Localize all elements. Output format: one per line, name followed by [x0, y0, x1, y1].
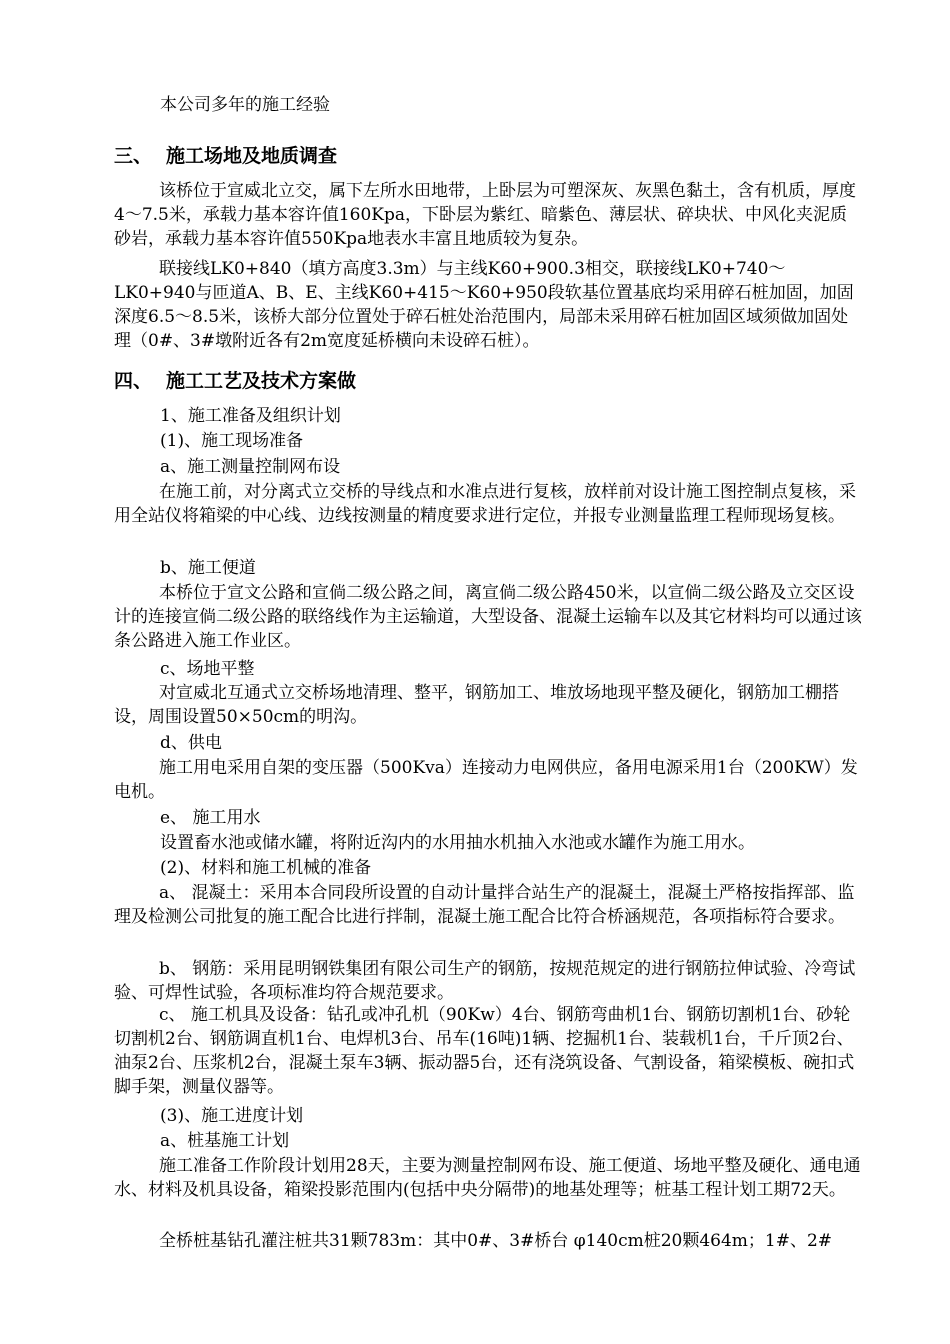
section-3-number: 三、	[114, 145, 153, 167]
item-1-2: (2)、材料和施工机械的准备	[160, 858, 372, 878]
pile-plan-text-2: 全桥桩基钻孔灌注桩共31颗783m：其中0#、3#桥台 φ140cm桩20颗464m；1#、2#	[159, 1231, 833, 1251]
item-1-1: (1)、施工现场准备	[160, 431, 304, 451]
material-c: c、 施工机具及设备：钻孔或冲孔机（90Kw）4台、钢筋弯曲机1台、钢筋切割机1台、砂轮切割机2台、钢筋调直机1台、电焊机3台、吊车(16吨)1辆、挖掘机1台、装载机1台，千斤顶2台、油泵2台、压浆机2台，混凝土泵车3辆、振动器5台，还有浇筑设备、气割设备，箱梁模板、碗扣式脚手架，测量仪器等。	[114, 1005, 855, 1097]
section-3-paragraph-2: 联接线LK0+840（填方高度3.3m）与主线K60+900.3相交，联接线LK0+740～LK0+940与匝道A、B、E、主线K60+415～K60+950段软基位置基底均采用碎石桩加固，加固深度6.5～8.5米，该桥大部分位置处于碎石桩处治范围内，局部未采用碎石桩加固区域须做加固处理（0#、3#墩附近各有2m宽度延桥横向未设碎石桩）。	[114, 259, 854, 351]
section-4-number: 四、	[114, 370, 153, 392]
intro-line: 本公司多年的施工经验	[160, 95, 330, 115]
item-e-text: 设置畜水池或储水罐，将附近沟内的水用抽水机抽入水池或水罐作为施工用水。	[160, 833, 755, 853]
item-b-text: 本桥位于宣文公路和宣倘二级公路之间，离宣倘二级公路450米，以宣倘二级公路及立交区设计的连接宣倘二级公路的联络线作为主运输道，大型设备、混凝土运输车以及其它材料均可以通过该条公路进入施工作业区。	[114, 583, 862, 651]
section-3-heading	[114, 143, 862, 169]
item-1-3: (3)、施工进度计划	[160, 1106, 304, 1126]
item-c-text: 对宣威北互通式立交桥场地清理、整平，钢筋加工、堆放场地现平整及硬化，钢筋加工棚搭设，周围设置50×50cm的明沟。	[114, 683, 839, 727]
item-1: 1、施工准备及组织计划	[160, 406, 341, 426]
item-e-title: e、 施工用水	[160, 808, 261, 828]
item-d-text: 施工用电采用自架的变压器（500Kva）连接动力电网供应，备用电源采用1台（200KW）发电机。	[114, 758, 858, 802]
item-b-title: b、施工便道	[160, 558, 256, 578]
section-4-heading	[114, 368, 862, 394]
material-a: a、 混凝土：采用本合同段所设置的自动计量拌合站生产的混凝土，混凝土严格按指挥部、监理及检测公司批复的施工配合比进行拌制，混凝土施工配合比符合桥涵规范，各项指标符合要求。	[114, 883, 855, 927]
item-d-title: d、供电	[160, 733, 222, 753]
section-3-title: 施工场地及地质调查	[166, 145, 338, 167]
section-4-title: 施工工艺及技术方案做	[166, 370, 357, 392]
item-a-title: a、施工测量控制网布设	[160, 457, 341, 477]
pile-plan-text-1: 施工准备工作阶段计划用28天，主要为测量控制网布设、施工便道、场地平整及硬化、通电通水、材料及机具设备，箱梁投影范围内(包括中央分隔带)的地基处理等；桩基工程计划工期72天。	[114, 1156, 861, 1200]
item-c-title: c、场地平整	[160, 659, 255, 679]
item-a-text: 在施工前，对分离式立交桥的导线点和水准点进行复核，放样前对设计施工图控制点复核，采用全站仪将箱梁的中心线、边线按测量的精度要求进行定位，并报专业测量监理工程师现场复核。	[114, 482, 856, 526]
section-3-paragraph-1: 该桥位于宣威北立交，属下左所水田地带，上卧层为可塑深灰、灰黑色黏土，含有机质，厚度4～7.5米，承载力基本容许值160Kpa，下卧层为紫红、暗紫色、薄层状、碎块状、中风化夹泥质砂岩，承载力基本容许值550Kpa地表水丰富且地质较为复杂。	[114, 181, 856, 249]
material-b: b、 钢筋：采用昆明钢铁集团有限公司生产的钢筋，按规范规定的进行钢筋拉伸试验、冷弯试验、可焊性试验，各项标准均符合规范要求。	[114, 959, 856, 1003]
pile-plan-title: a、桩基施工计划	[160, 1131, 290, 1151]
